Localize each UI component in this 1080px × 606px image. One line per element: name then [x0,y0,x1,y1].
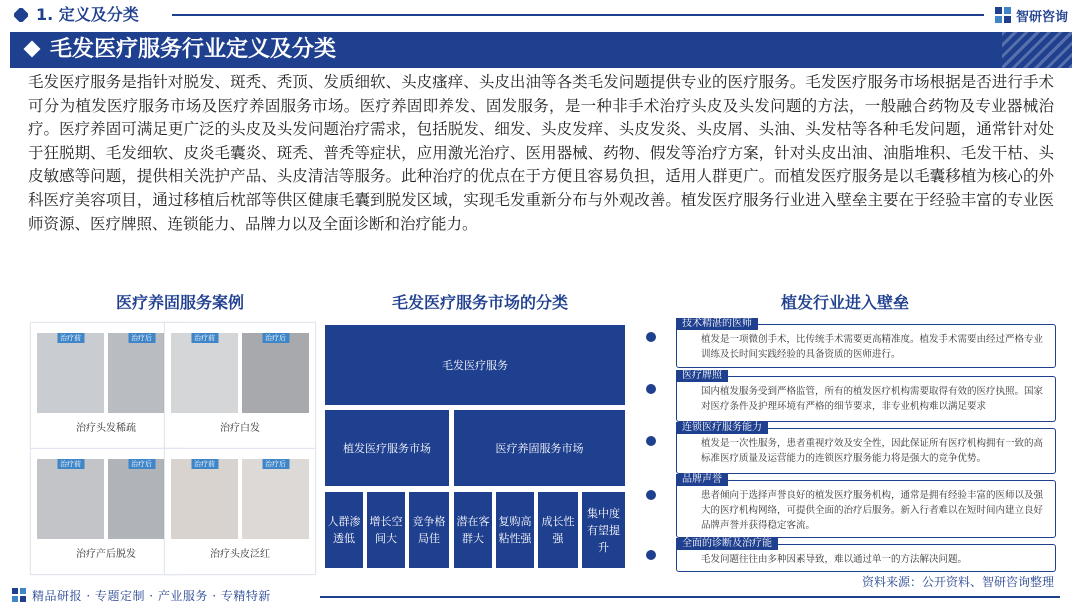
footer-services: 精品研报 · 专题定制 · 产业服务 · 专精特新 [32,589,271,603]
leaf-node: 潜在客群大 [454,492,492,568]
leaf-node: 成长性强 [538,492,578,568]
after-tag: 治疗后 [262,333,289,343]
case-card [30,322,182,449]
barrier-bullet-icon [646,436,656,446]
barrier-text: 患者倾向于选择声誉良好的植发医疗服务机构，通常是拥有经验丰富的医师以及强大的医疗机构网络，可提供全面的治疗后服务。新入行者难以在短时间内建立良好品牌声誉并获得稳定客流。 [676,480,1056,538]
barrier-text: 植发是一项微创手术，比传统手术需要更高精准度。植发手术需要由经过严格专业训练及长时间实践经验的具备资质的医师进行。 [676,324,1056,368]
footer-divider [320,596,1060,598]
before-tag: 治疗前 [191,333,218,343]
middle-column-heading: 毛发医疗服务市场的分类 [391,293,568,312]
case-label: 治疗产后脱发 [76,549,136,560]
after-photo [242,333,309,413]
top-divider [172,14,984,16]
banner-diamond-icon [24,41,41,58]
case-card [30,448,182,575]
barrier-bullet-icon [646,332,656,342]
brand-logo [994,5,1068,25]
right-column-heading: 植发行业进入壁垒 [780,293,909,312]
root-node: 毛发医疗服务 [325,325,625,405]
after-tag: 治疗后 [262,459,289,469]
leaf-node: 复购高粘性强 [496,492,534,568]
case-label: 治疗头发稀疏 [76,423,136,434]
barrier-item [646,538,1056,572]
brand-logo-icon [994,6,1012,24]
barrier-item [646,370,1056,422]
case-images [171,333,309,413]
barrier-title: 全面的诊断及治疗能 [676,538,778,550]
barrier-bullet-icon [646,384,656,394]
barrier-title: 技术精湛的医师 [676,318,758,330]
before-photo [171,333,238,413]
barrier-text: 植发是一次性服务，患者重视疗效及安全性，因此保证所有医疗机构拥有一致的高标准医疗质量及运营能力的连锁医疗服务能力将是强大的竞争优势。 [676,428,1056,474]
top-bar [0,0,1080,30]
banner-decoration [1002,32,1072,68]
case-images [171,459,309,539]
barrier-title: 医疗牌照 [676,370,728,382]
leaf-node: 集中度有望提升 [582,492,625,568]
section-marker-icon [14,8,28,22]
brand-logo-text: 智研咨询 [1015,9,1068,25]
barrier-bullet-icon [646,550,656,560]
case-images [37,333,175,413]
after-tag: 治疗后 [128,333,155,343]
leaf-node: 人群渗透低 [325,492,363,568]
leaf-node: 增长空间大 [367,492,405,568]
source-note: 资料来源：公开资料、智研咨询整理 [861,575,1054,589]
before-tag: 治疗前 [191,459,218,469]
barrier-item [646,474,1056,538]
after-photo [242,459,309,539]
leaf-node: 竞争格局佳 [409,492,449,568]
branch-node: 植发医疗服务市场 [325,410,449,486]
barrier-title: 品牌声誉 [676,474,728,486]
barrier-text: 毛发问题往往由多种因素导致，难以通过单一的方法解决问题。 [676,544,1056,572]
case-label: 治疗白发 [220,423,260,434]
case-card [164,322,316,449]
case-images [37,459,175,539]
before-photo [37,459,104,539]
case-card [164,448,316,575]
footer-logo-icon [12,588,26,602]
before-tag: 治疗前 [57,333,84,343]
title-banner [10,32,1072,68]
page-title: 毛发医疗服务行业定义及分类 [50,37,337,62]
barrier-bullet-icon [646,490,656,500]
left-column-heading: 医疗养固服务案例 [115,293,244,312]
barrier-text: 国内植发服务受到严格监管，所有的植发医疗机构需要取得有效的医疗执照。国家对医疗条件及护理环境有严格的细节要求，非专业机构难以满足要求 [676,376,1056,422]
before-photo [171,459,238,539]
branch-node: 医疗养固服务市场 [454,410,625,486]
before-photo [37,333,104,413]
case-label: 治疗头皮泛红 [210,549,270,560]
barrier-title: 连锁医疗服务能力 [676,422,768,434]
barrier-item [646,318,1056,368]
after-tag: 治疗后 [128,459,155,469]
before-tag: 治疗前 [57,459,84,469]
definition-paragraph: 毛发医疗服务是指针对脱发、斑秃、秃顶、发质细软、头皮瘙痒、头皮出油等各类毛发问题提供专业的医疗服务。毛发医疗服务市场根据是否进行手术可分为植发医疗服务市场及医疗养固服务市场。医疗养固即养发、固发服务，是一种非手术治疗头皮及头发问题的方法，一般融合药物及专业器械治疗。医疗养固可满足更广泛的头皮及头发问题治疗需求，包括脱发、细发、头皮发痒、头皮发炎、头皮屑、头油、头发枯等各种毛发问题，通常针对处于狂脱期、毛发细软、皮炎毛囊炎、斑秃、普秃等症状，应用激光治疗、医用器械、药物、假发等治疗方案，针对头皮出油、油脂堆积、毛发干枯、头皮敏感等问题，提供相关洗护产品、头皮清洁等服务。此种治疗的优点在于方便且容易负担，适用人群更广。而植发医疗服务是以毛囊移植为核心的外科医疗美容项目，通过移植后枕部等供区健康毛囊到脱发区域，实现毛发重新分布与外观改善。植发医疗服务行业进入壁垒主要在于经验丰富的专业医师资源、医疗牌照、连锁能力、品牌力以及全面诊断和治疗能力。 [28,73,1054,233]
section-title: 1. 定义及分类 [36,5,139,24]
footer [0,585,1080,606]
barrier-item [646,422,1056,474]
